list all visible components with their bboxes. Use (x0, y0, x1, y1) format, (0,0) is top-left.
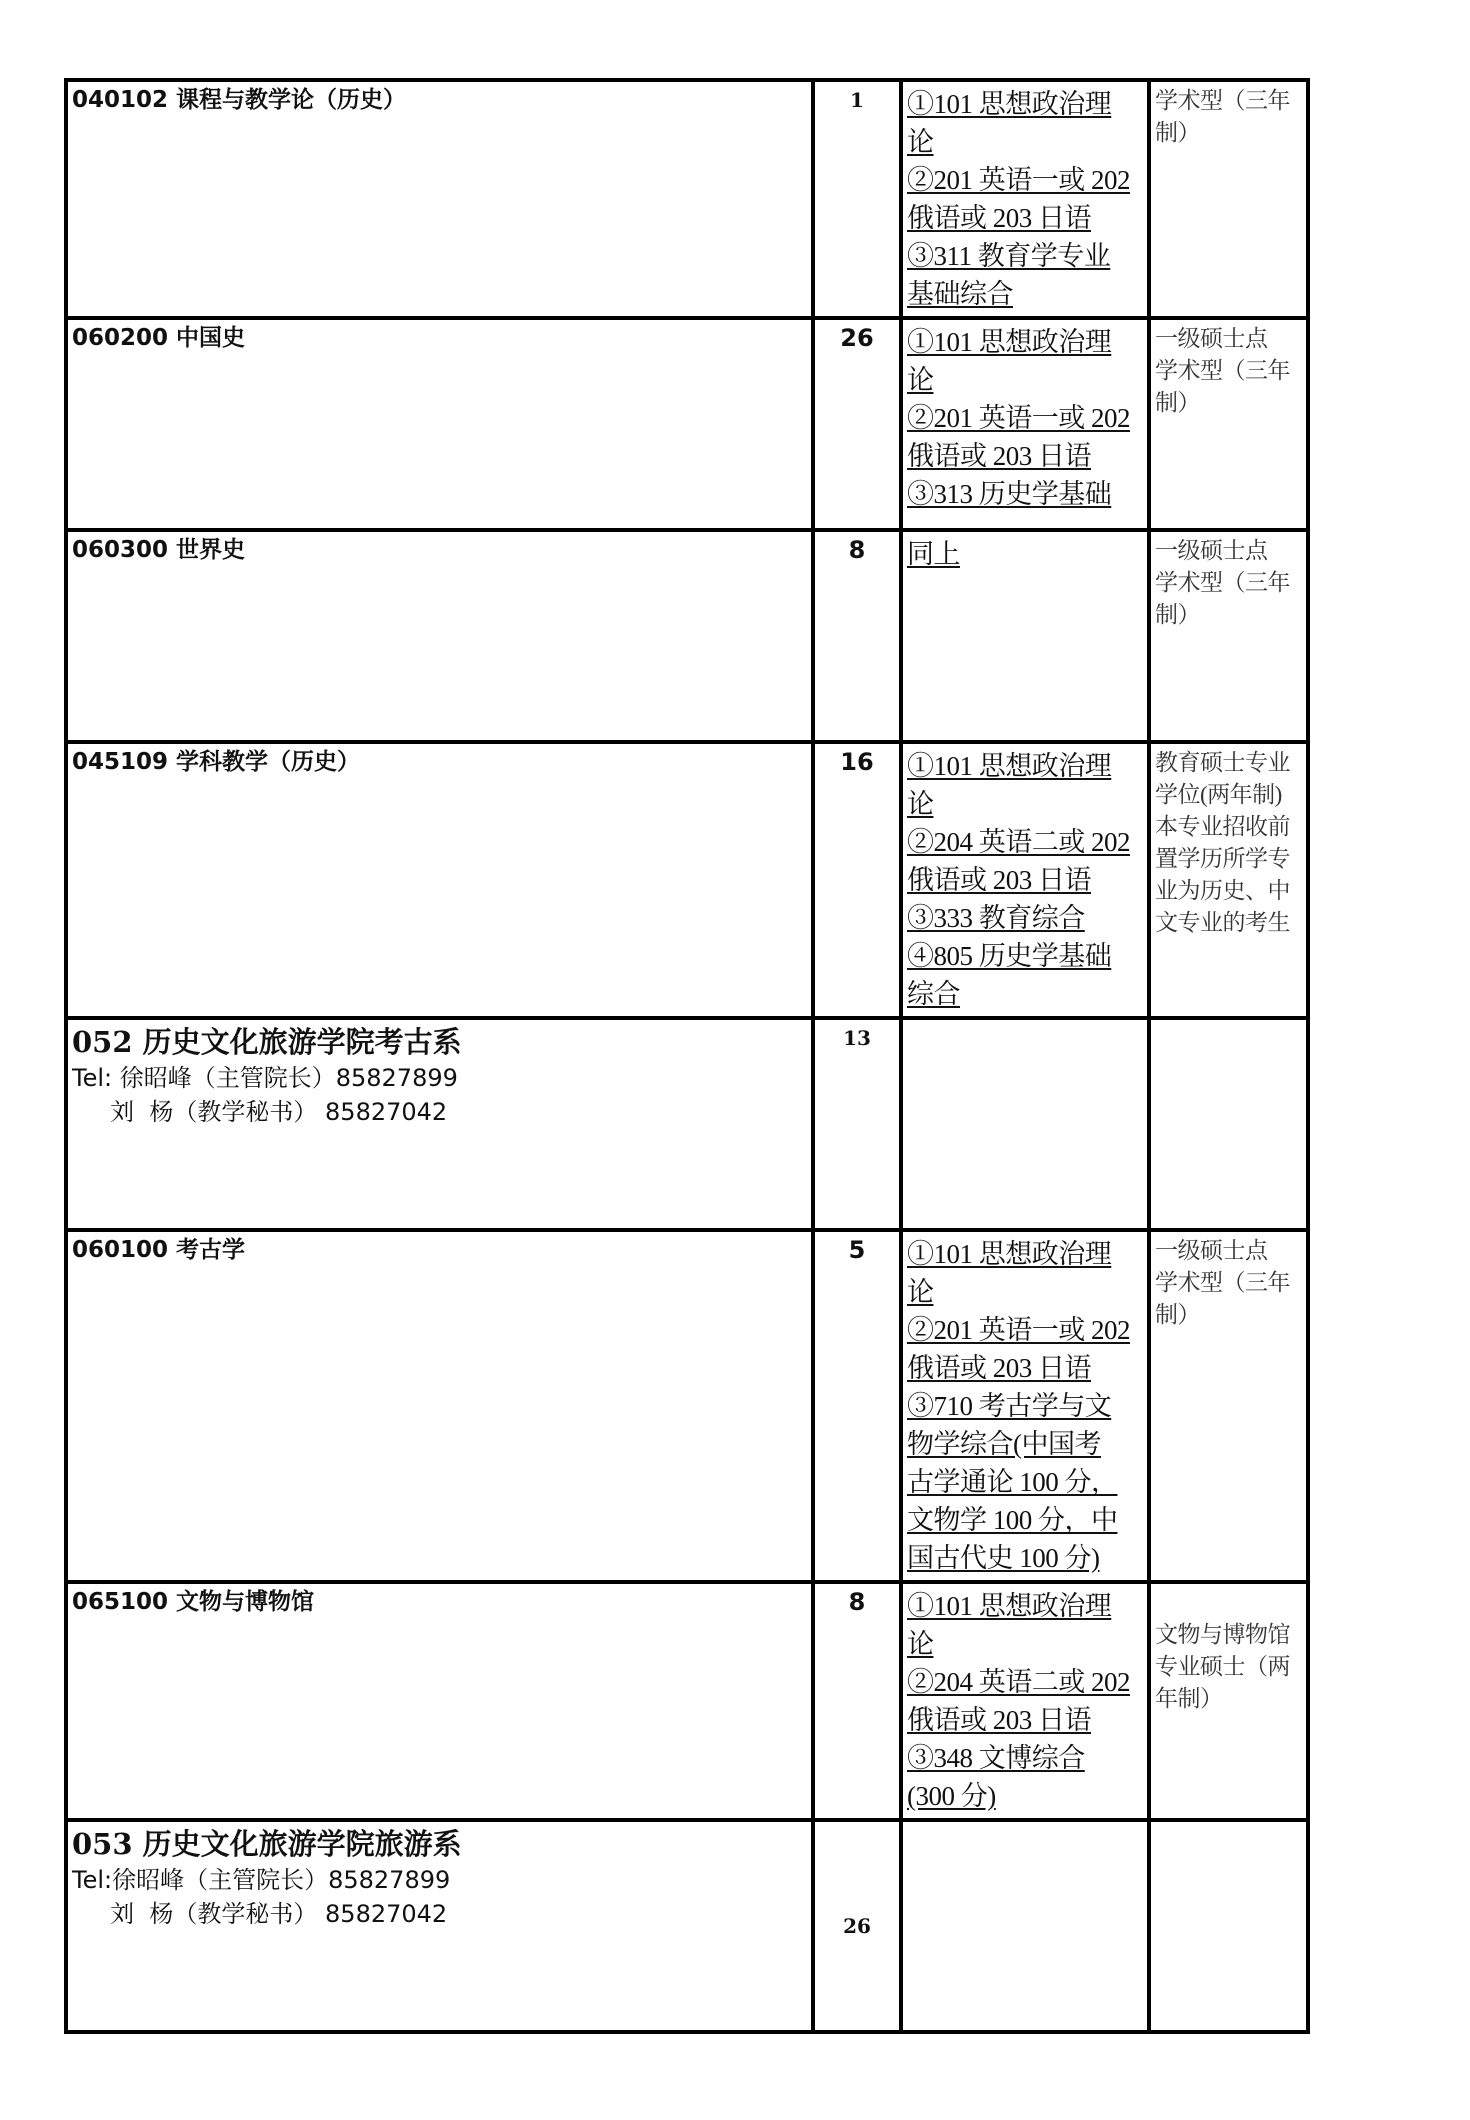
note-line: 文物与博物馆 (1155, 1622, 1290, 1647)
table-row (66, 1582, 1308, 1820)
subject-line: 俄语或 203 日语 (907, 203, 1091, 233)
table-row (66, 1820, 1308, 2032)
note-cell (1149, 1230, 1308, 1582)
note-line: 专业硕士（两 (1155, 1654, 1290, 1679)
quota-cell: 26 (813, 318, 901, 530)
contact-line: 刘 杨（教学秘书） 85827042 (72, 1098, 448, 1126)
department-cell (66, 1018, 813, 1230)
subject-line: 论 (907, 365, 934, 395)
note-line (1155, 1587, 1302, 1619)
note-line: 一级硕士点 (1155, 1238, 1268, 1263)
subject-line: 俄语或 203 日语 (907, 1353, 1091, 1383)
note-line: 学术型（三年 (1155, 570, 1290, 595)
quota-cell: 13 (813, 1018, 901, 1230)
note-line: 制） (1155, 390, 1200, 415)
subject-line: ③710 考古学与文 (907, 1391, 1112, 1421)
note-cell (1149, 530, 1308, 742)
note-line: 置学历所学专 (1155, 846, 1290, 871)
program-cell: 060300 世界史 (66, 530, 813, 742)
subject-line: ①101 思想政治理 (907, 327, 1112, 357)
note-cell (1149, 742, 1308, 1018)
quota-cell (813, 1820, 901, 2032)
subject-line: 俄语或 203 日语 (907, 441, 1091, 471)
table-row (66, 318, 1308, 530)
subject-line: ①101 思想政治理 (907, 1591, 1112, 1621)
program-cell: 065100 文物与博物馆 (66, 1582, 813, 1820)
note-cell (1149, 1018, 1308, 1230)
contact-line: Tel:徐昭峰（主管院长）85827899 (72, 1866, 451, 1894)
note-line: 文专业的考生 (1155, 910, 1290, 935)
table-row (66, 1230, 1308, 1582)
note-line: 学术型（三年 (1155, 1270, 1290, 1295)
department-title: 052 历史文化旅游学院考古系 (72, 1025, 462, 1059)
quota-cell: 8 (813, 1582, 901, 1820)
department-cell (66, 1820, 813, 2032)
subject-line: 论 (907, 1629, 934, 1659)
exam-subjects-cell (901, 1018, 1149, 1230)
subject-line: 综合 (907, 979, 960, 1009)
subject-line: ②201 英语一或 202 (907, 165, 1130, 195)
subject-line: ②204 英语二或 202 (907, 1667, 1130, 1697)
exam-subjects-cell (901, 1230, 1149, 1582)
note-line: 学位(两年制) (1155, 782, 1282, 807)
quota-cell: 1 (813, 80, 901, 318)
note-line: 教育硕士专业 (1155, 750, 1290, 775)
program-cell: 045109 学科教学（历史） (66, 742, 813, 1018)
exam-subjects-cell (901, 530, 1149, 742)
subject-line: 论 (907, 127, 934, 157)
program-cell: 060200 中国史 (66, 318, 813, 530)
subject-line: 文物学 100 分，中 (907, 1505, 1118, 1535)
subject-line: 古学通论 100 分， (907, 1467, 1118, 1497)
contact-line: Tel: 徐昭峰（主管院长）85827899 (72, 1064, 458, 1092)
subject-line: ③313 历史学基础 (907, 479, 1112, 509)
table-row (66, 1018, 1308, 1230)
contact-line: 刘 杨（教学秘书） 85827042 (72, 1900, 448, 1928)
exam-subjects-cell (901, 742, 1149, 1018)
exam-subjects-cell (901, 1820, 1149, 2032)
department-title: 053 历史文化旅游学院旅游系 (72, 1827, 462, 1861)
subject-line: ④805 历史学基础 (907, 941, 1112, 971)
program-cell: 060100 考古学 (66, 1230, 813, 1582)
subject-line: 国古代史 100 分) (907, 1543, 1100, 1573)
note-line: 制） (1155, 602, 1200, 627)
quota-cell: 8 (813, 530, 901, 742)
subject-line: 基础综合 (907, 279, 1013, 309)
note-line: 一级硕士点 (1155, 538, 1268, 563)
catalog-table (64, 78, 1310, 2034)
exam-subjects-cell (901, 80, 1149, 318)
subject-line: (300 分) (907, 1781, 996, 1811)
subject-line: 论 (907, 789, 934, 819)
subject-line: ③333 教育综合 (907, 903, 1085, 933)
table-row (66, 80, 1308, 318)
table-row (66, 530, 1308, 742)
note-line: 学术型（三年 (1155, 88, 1290, 113)
note-line: 学术型（三年 (1155, 358, 1290, 383)
subject-line: 俄语或 203 日语 (907, 1705, 1091, 1735)
note-line: 制） (1155, 120, 1200, 145)
quota-value: 26 (843, 1914, 871, 1938)
note-line: 业为历史、中 (1155, 878, 1290, 903)
note-line: 本专业招收前 (1155, 814, 1290, 839)
subject-line: ②204 英语二或 202 (907, 827, 1130, 857)
subject-line: ②201 英语一或 202 (907, 1315, 1130, 1345)
exam-subjects-cell (901, 318, 1149, 530)
table-row (66, 742, 1308, 1018)
note-line: 年制） (1155, 1686, 1223, 1711)
note-cell (1149, 1582, 1308, 1820)
subject-line: ①101 思想政治理 (907, 1239, 1112, 1269)
program-cell: 040102 课程与教学论（历史） (66, 80, 813, 318)
subject-line: ①101 思想政治理 (907, 89, 1112, 119)
quota-cell: 16 (813, 742, 901, 1018)
subject-line: ①101 思想政治理 (907, 751, 1112, 781)
exam-subjects-cell (901, 1582, 1149, 1820)
subject-line: 俄语或 203 日语 (907, 865, 1091, 895)
note-cell (1149, 1820, 1308, 2032)
subject-line: ③311 教育学专业 (907, 241, 1111, 271)
subject-line: 同上 (907, 539, 960, 569)
subject-line: ②201 英语一或 202 (907, 403, 1130, 433)
note-cell (1149, 80, 1308, 318)
quota-cell: 5 (813, 1230, 901, 1582)
note-cell (1149, 318, 1308, 530)
subject-line: 物学综合(中国考 (907, 1429, 1101, 1459)
note-line: 制） (1155, 1302, 1200, 1327)
note-line: 一级硕士点 (1155, 326, 1268, 351)
subject-line: ③348 文博综合 (907, 1743, 1085, 1773)
subject-line: 论 (907, 1277, 934, 1307)
